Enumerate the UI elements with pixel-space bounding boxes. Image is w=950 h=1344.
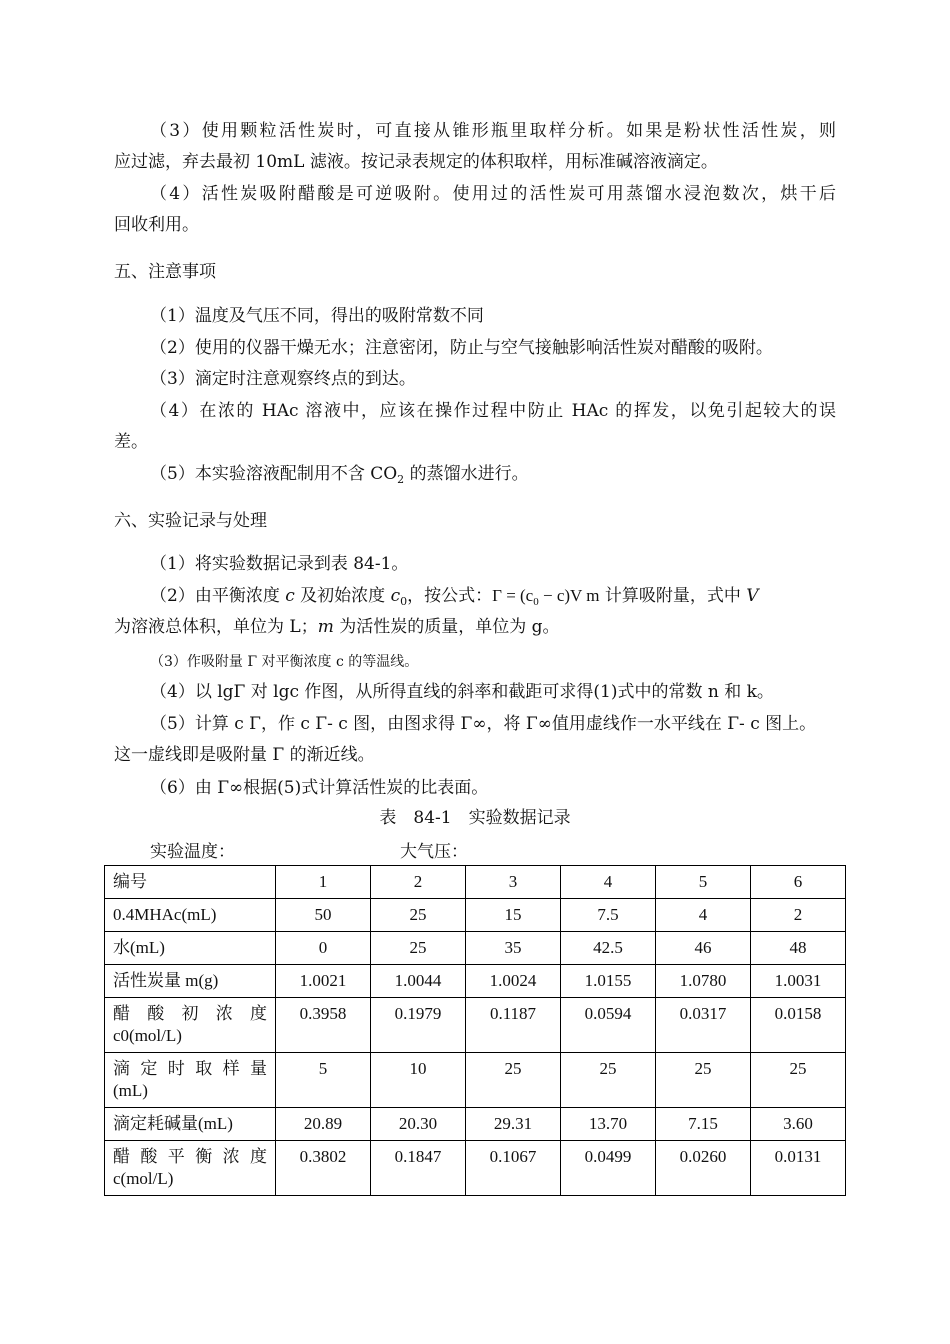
table-row: [105, 1053, 846, 1108]
table-cell: 29.31: [466, 1108, 561, 1141]
table-cell: 0.0158: [751, 998, 846, 1053]
table-cell: 1.0031: [751, 965, 846, 998]
section-5-item-3: （3）滴定时注意观察终点的到达。: [150, 369, 416, 389]
section-5-item-5: （5）本实验溶液配制用不含 $CO_2$ 的蒸馏水进行。: [150, 464, 529, 486]
table-row: [105, 932, 846, 965]
row-label: 滴 定 时 取 样 量 (mL): [105, 1053, 276, 1108]
table-cell: 0.1067: [466, 1141, 561, 1196]
temperature-label: 实验温度：: [150, 842, 235, 862]
paragraph-4-line-1: （4）活性炭吸附醋酸是可逆吸附。使用过的活性炭可用蒸馏水浸泡数次，烘干后: [150, 184, 836, 204]
table-cell: 20.89: [276, 1108, 371, 1141]
section-5-item-4-line-2: 差。: [114, 432, 148, 452]
table-cell: 0.3958: [276, 998, 371, 1053]
table-cell: 48: [751, 932, 846, 965]
section-6-item-4: （4）以 lgΓ 对 lgc 作图，从所得直线的斜率和截距可求得(1)式中的常数 n 和 k。: [150, 682, 774, 702]
table-row: [105, 899, 846, 932]
table-cell: 0.0594: [561, 998, 656, 1053]
table-cell: 0.1187: [466, 998, 561, 1053]
table-cell: 1.0024: [466, 965, 561, 998]
header-cell: 5: [656, 866, 751, 899]
table-cell: 0.3802: [276, 1141, 371, 1196]
table-cell: 1.0780: [656, 965, 751, 998]
table-cell: 25: [751, 1053, 846, 1108]
table-row: [105, 965, 846, 998]
section-6-item-3: （3）作吸附量 Γ 对平衡浓度 c 的等温线。: [150, 654, 419, 670]
table-cell: 50: [276, 899, 371, 932]
table-cell: 3.60: [751, 1108, 846, 1141]
header-cell: 3: [466, 866, 561, 899]
header-cell: 2: [371, 866, 466, 899]
table-cell: 25: [656, 1053, 751, 1108]
table-row: [105, 1141, 846, 1196]
header-cell: 6: [751, 866, 846, 899]
section-6-item-5-line-1: （5）计算 c Γ，作 c Γ- c 图，由图求得 Γ∞，将 Γ∞值用虚线作一水平线在 Γ- c 图上。: [150, 714, 817, 734]
table-header-row: [105, 866, 846, 899]
table-cell: 25: [466, 1053, 561, 1108]
table-cell: 7.5: [561, 899, 656, 932]
section-6-item-1: （1）将实验数据记录到表 84-1。: [150, 554, 409, 574]
table-cell: 42.5: [561, 932, 656, 965]
section-6-item-2-line-1: （2）由平衡浓度 c 及初始浓度 $c_0$，按公式：$\Gamma = (c_0 - c)V$ m 计算吸附量，式中 V: [150, 586, 759, 608]
paragraph-4-line-2: 回收利用。: [114, 215, 199, 235]
section-6-item-2-line-2: 为溶液总体积，单位为 L；m 为活性炭的质量，单位为 g。: [114, 617, 560, 637]
header-cell: 编号: [105, 866, 276, 899]
table-cell: 1.0021: [276, 965, 371, 998]
section-5-item-1: （1）温度及气压不同，得出的吸附常数不同: [150, 306, 484, 326]
table-row: [105, 998, 846, 1053]
table-cell: 0: [276, 932, 371, 965]
section-5-title: 五、注意事项: [114, 262, 216, 282]
header-cell: 4: [561, 866, 656, 899]
section-6-item-6: （6）由 Γ∞根据(5)式计算活性炭的比表面。: [150, 778, 489, 798]
table-cell: 10: [371, 1053, 466, 1108]
row-label: 活性炭量 m(g): [105, 965, 276, 998]
table-cell: 0.0260: [656, 1141, 751, 1196]
row-label: 醋 酸 初 浓 度 c0(mol/L): [105, 998, 276, 1053]
row-label: 醋 酸 平 衡 浓 度 c(mol/L): [105, 1141, 276, 1196]
table-cell: 46: [656, 932, 751, 965]
table-cell: 0.1979: [371, 998, 466, 1053]
table-cell: 35: [466, 932, 561, 965]
paragraph-3-line-2: 应过滤，弃去最初 10mL 滤液。按记录表规定的体积取样，用标准碱溶液滴定。: [114, 152, 718, 172]
section-6-title: 六、实验记录与处理: [114, 511, 267, 531]
table-cell: 20.30: [371, 1108, 466, 1141]
table-caption: 表 84-1 实验数据记录: [379, 808, 571, 828]
table-cell: 25: [371, 932, 466, 965]
pressure-label: 大气压：: [400, 842, 468, 862]
paragraph-3-line-1: （3）使用颗粒活性炭时，可直接从锥形瓶里取样分析。如果是粉状性活性炭，则: [150, 121, 836, 141]
table-cell: 0.0317: [656, 998, 751, 1053]
table-cell: 7.15: [656, 1108, 751, 1141]
row-label: 0.4MHAc(mL): [105, 899, 276, 932]
adsorption-formula: $\Gamma = (c_0 - c)V$ m: [492, 586, 600, 608]
table-cell: 1.0155: [561, 965, 656, 998]
table-cell: 5: [276, 1053, 371, 1108]
table-cell: 0.0499: [561, 1141, 656, 1196]
section-6-item-5-line-2: 这一虚线即是吸附量 Γ 的渐近线。: [114, 745, 375, 765]
table-cell: 0.0131: [751, 1141, 846, 1196]
table-cell: 13.70: [561, 1108, 656, 1141]
section-5-item-4-line-1: （4）在浓的 HAc 溶液中，应该在操作过程中防止 HAc 的挥发，以免引起较大的误: [150, 401, 836, 421]
table-row: [105, 1108, 846, 1141]
header-cell: 1: [276, 866, 371, 899]
table-cell: 2: [751, 899, 846, 932]
table-cell: 15: [466, 899, 561, 932]
row-label: 滴定耗碱量(mL): [105, 1108, 276, 1141]
table-cell: 0.1847: [371, 1141, 466, 1196]
table-cell: 25: [561, 1053, 656, 1108]
row-label: 水(mL): [105, 932, 276, 965]
table-cell: 25: [371, 899, 466, 932]
data-table: [104, 865, 846, 1196]
section-5-item-2: （2）使用的仪器干燥无水；注意密闭，防止与空气接触影响活性炭对醋酸的吸附。: [150, 338, 773, 358]
table-cell: 1.0044: [371, 965, 466, 998]
table-cell: 4: [656, 899, 751, 932]
